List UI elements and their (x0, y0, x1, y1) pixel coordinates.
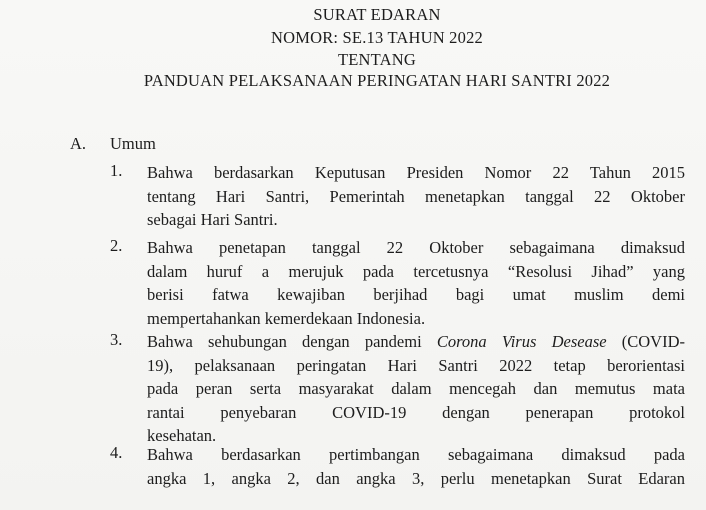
item-line: rantai penyebaran COVID-19 dengan penerapan protokol (147, 402, 685, 422)
item-line: dalam huruf a merujuk pada tercetusnya “Resolusi Jihad” yang (147, 261, 685, 281)
item-number: 4. (110, 443, 123, 462)
section-letter: A. (70, 134, 87, 153)
item-text (147, 443, 685, 490)
doc-title: SURAT EDARAN (313, 5, 441, 24)
item-line: pada peran serta masyarakat dalam mencegah dan memutus mata (147, 379, 685, 399)
doc-subject: PANDUAN PELAKSANAAN PERINGATAN HARI SANTRI 2022 (143, 71, 611, 90)
item-text (147, 161, 685, 232)
doc-about-label: TENTANG (338, 50, 416, 69)
item-text-emphasis: Corona Virus Desease (436, 332, 607, 351)
section-title: Umum (110, 134, 156, 153)
item-text-segment: (COVID- (606, 332, 685, 351)
item-line: Bahwa berdasarkan pertimbangan sebagaimana dimaksud pada (147, 445, 685, 464)
item-line: sebagai Hari Santri. (147, 210, 278, 230)
item-line: mempertahankan kemerdekaan Indonesia. (147, 308, 426, 328)
item-line-first (147, 330, 685, 354)
item-number: 1. (110, 161, 123, 180)
item-number: 2. (110, 236, 123, 255)
item-line: Bahwa berdasarkan Keputusan Presiden Nomor 22 Tahun 2015 (147, 163, 685, 182)
item-text (147, 330, 685, 448)
item-line: Bahwa penetapan tanggal 22 Oktober sebagaimana dimaksud (147, 238, 685, 257)
item-line: berisi fatwa kewajiban berjihad bagi umat muslim demi (147, 285, 685, 305)
item-line: angka 1, angka 2, dan angka 3, perlu menetapkan Surat Edaran (147, 468, 685, 488)
item-line: tentang Hari Santri, Pemerintah menetapkan tanggal 22 Oktober (147, 186, 685, 206)
item-text-segment: Bahwa sehubungan dengan pandemi (147, 332, 437, 351)
item-number: 3. (110, 330, 123, 349)
doc-number: NOMOR: SE.13 TAHUN 2022 (271, 28, 483, 47)
item-line: 19), pelaksanaan peringatan Hari Santri 2022 tetap berorientasi (147, 355, 685, 375)
item-line: kesehatan. (147, 426, 217, 446)
item-text (147, 236, 685, 330)
